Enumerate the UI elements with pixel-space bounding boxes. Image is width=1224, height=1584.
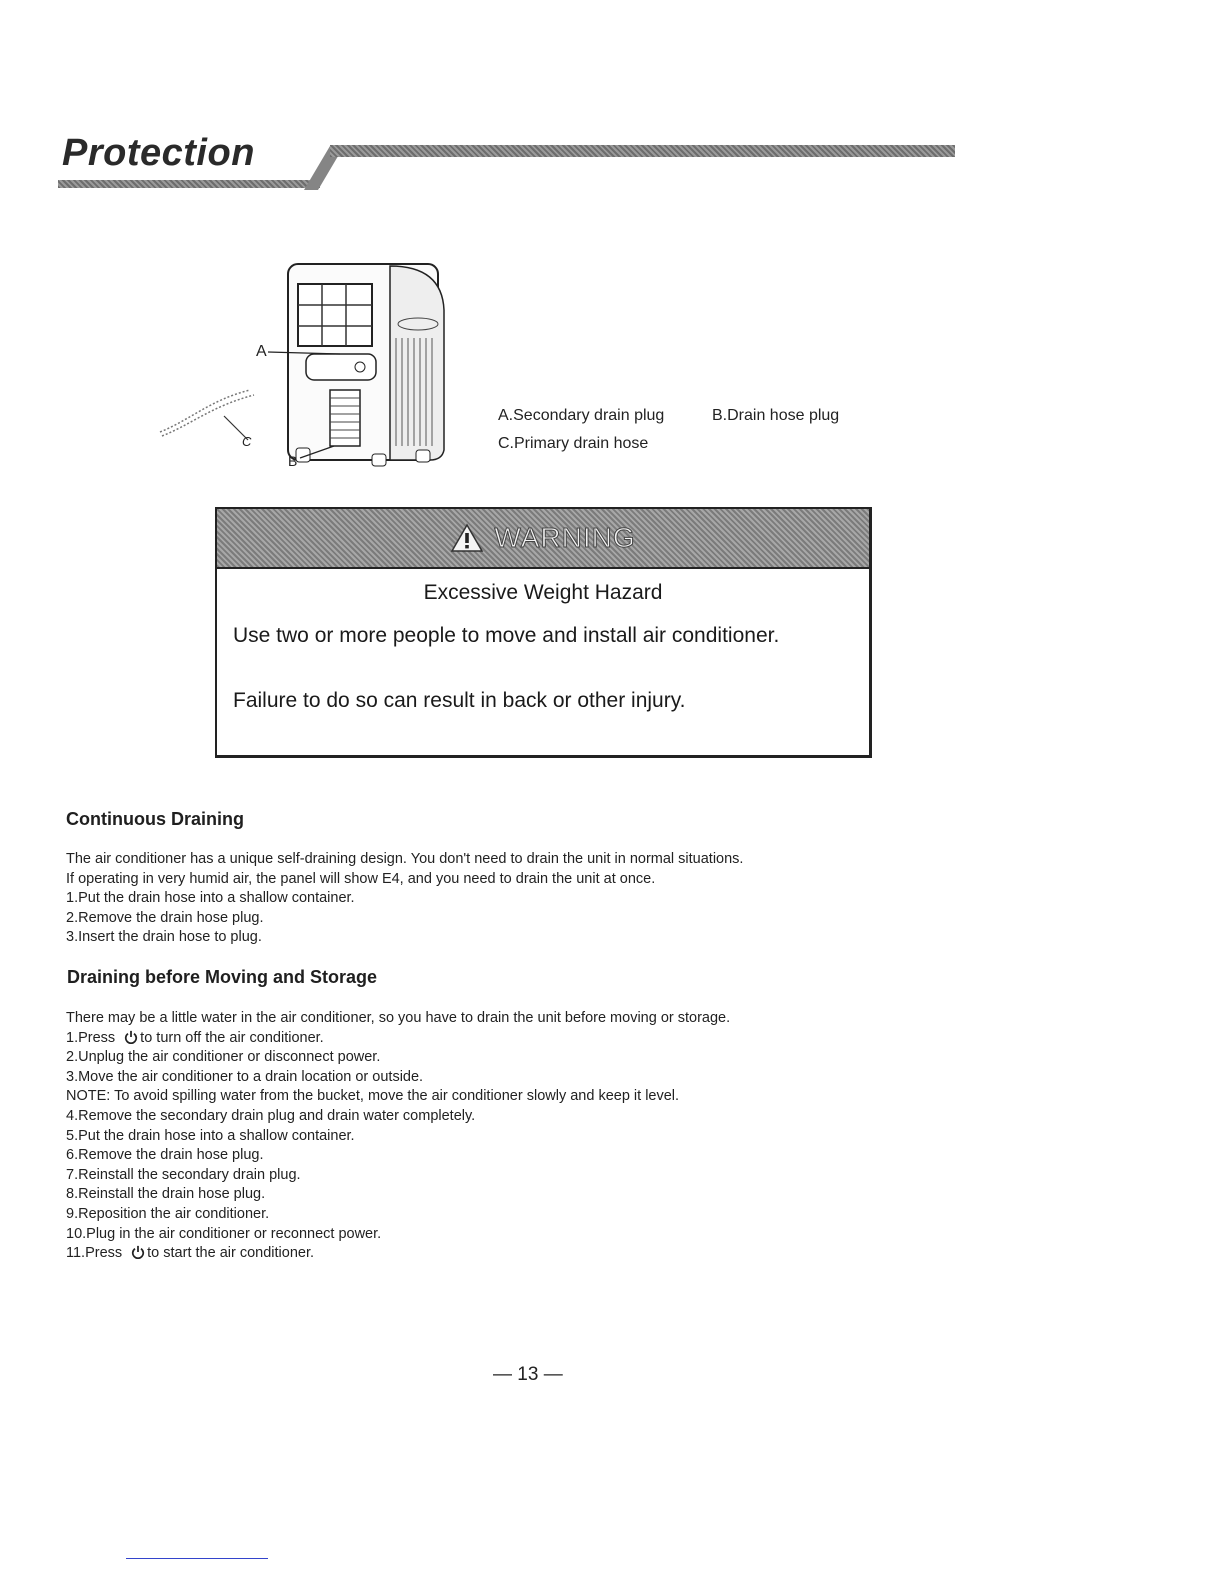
step-line: 9.Reposition the air conditioner. bbox=[66, 1205, 270, 1222]
power-icon bbox=[130, 1245, 146, 1259]
callout-a: A bbox=[256, 343, 267, 360]
caption-secondary-drain-plug: A.Secondary drain plug bbox=[498, 407, 665, 424]
warning-consequence: Failure to do so can result in back or other injury. bbox=[233, 689, 686, 712]
title-rule-left bbox=[58, 180, 320, 188]
step-line: 5.Put the drain hose into a shallow container. bbox=[66, 1127, 355, 1144]
caption-drain-hose-plug: B.Drain hose plug bbox=[712, 407, 840, 424]
step-line: 1.Press to turn off the air conditioner. bbox=[66, 1029, 324, 1046]
continuous-draining-heading: Continuous Draining bbox=[66, 809, 244, 829]
footer-link-underline bbox=[126, 1558, 268, 1559]
note-line: NOTE: To avoid spilling water from the bucket, move the air conditioner slowly and keep it level. bbox=[66, 1088, 680, 1105]
air-conditioner-illustration bbox=[150, 250, 470, 480]
warning-instruction: Use two or more people to move and install air conditioner. bbox=[233, 624, 780, 647]
warning-box bbox=[215, 507, 872, 758]
step-line: 2.Unplug the air conditioner or disconnect power. bbox=[66, 1049, 381, 1066]
step-line: 6.Remove the drain hose plug. bbox=[66, 1147, 264, 1164]
paragraph-line: If operating in very humid air, the panel will show E4, and you need to drain the unit at once. bbox=[66, 870, 656, 887]
step-line: 11.Press to start the air conditioner. bbox=[66, 1245, 314, 1262]
step-line: 7.Reinstall the secondary drain plug. bbox=[66, 1166, 301, 1183]
draining-before-moving-heading: Draining before Moving and Storage bbox=[67, 967, 378, 987]
page-number: — 13 — bbox=[493, 1364, 563, 1385]
step-line: 3.Move the air conditioner to a drain location or outside. bbox=[66, 1068, 424, 1085]
callout-b: B bbox=[288, 453, 298, 469]
warning-title: WARNING bbox=[494, 522, 636, 553]
warning-header bbox=[217, 509, 869, 569]
step-line: 4.Remove the secondary drain plug and drain water completely. bbox=[66, 1107, 476, 1124]
step-line: 3.Insert the drain hose to plug. bbox=[66, 929, 262, 946]
continuous-draining-text bbox=[66, 850, 743, 948]
paragraph-line: The air conditioner has a unique self-draining design. You don't need to drain the unit in normal situations. bbox=[66, 851, 744, 867]
title-rule-right bbox=[330, 145, 955, 157]
step-line: 10.Plug in the air conditioner or reconnect power. bbox=[66, 1225, 382, 1242]
warning-hazard: Excessive Weight Hazard bbox=[423, 581, 663, 604]
caption-primary-drain-hose: C.Primary drain hose bbox=[498, 435, 649, 452]
warning-triangle-icon bbox=[450, 523, 484, 553]
step-line: 1.Put the drain hose into a shallow container. bbox=[66, 890, 355, 907]
draining-before-moving-text bbox=[66, 1009, 730, 1264]
power-icon bbox=[123, 1030, 139, 1044]
paragraph-line: There may be a little water in the air conditioner, so you have to drain the unit before moving or storage. bbox=[66, 1010, 731, 1026]
page-title: Protection bbox=[62, 132, 255, 174]
callout-c: C bbox=[242, 434, 252, 449]
step-line: 8.Reinstall the drain hose plug. bbox=[66, 1186, 266, 1203]
step-line: 2.Remove the drain hose plug. bbox=[66, 909, 264, 926]
